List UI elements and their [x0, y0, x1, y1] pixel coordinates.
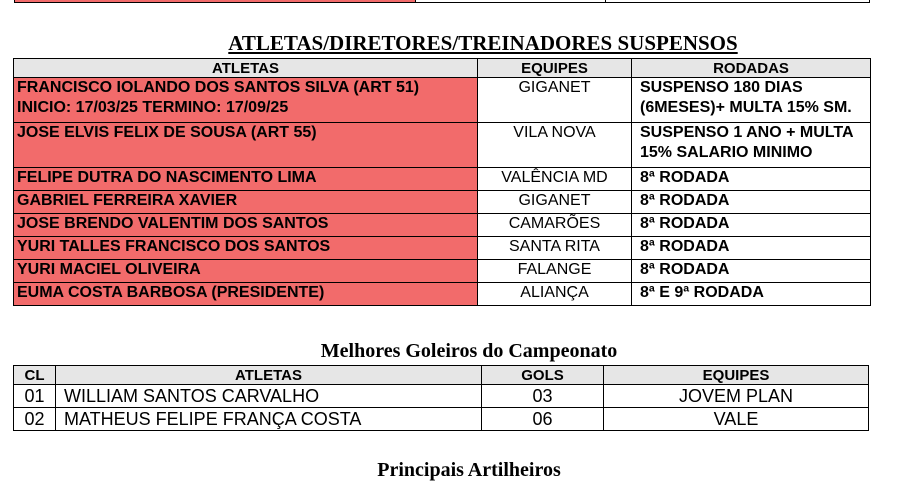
- gols-cell: 06: [482, 408, 604, 431]
- rodada-cell: 8ª RODADA: [632, 214, 871, 237]
- previous-red-cell: [14, 0, 416, 3]
- suspensos-table: [13, 58, 871, 306]
- goleiros-title: Melhores Goleiros do Campeonato: [320, 340, 618, 362]
- rodada-cell: SUSPENSO 1 ANO + MULTA 15% SALARIO MINIMO: [632, 123, 871, 168]
- atleta-cell: JOSE ELVIS FELIX DE SOUSA (ART 55): [14, 123, 478, 168]
- equipe-cell: JOVEM PLAN: [604, 385, 869, 408]
- equipe-cell: VALE: [604, 408, 869, 431]
- table-row: [14, 123, 871, 168]
- header-atletas: ATLETAS: [14, 59, 478, 78]
- table-row: [14, 283, 871, 306]
- table-row: [14, 237, 871, 260]
- atleta-cell: FELIPE DUTRA DO NASCIMENTO LIMA: [14, 168, 478, 191]
- equipe-cell: FALANGE: [478, 260, 632, 283]
- rodada-cell: SUSPENSO 180 DIAS (6MESES)+ MULTA 15% SM.: [632, 78, 871, 123]
- table-row: [14, 214, 871, 237]
- atleta-cell: GABRIEL FERREIRA XAVIER: [14, 191, 478, 214]
- table-header-row: [14, 366, 869, 385]
- header-equipes: EQUIPES: [478, 59, 632, 78]
- table-row: [14, 408, 869, 431]
- goleiros-table: [13, 365, 869, 431]
- equipe-cell: SANTA RITA: [478, 237, 632, 260]
- header-equipes: EQUIPES: [604, 366, 869, 385]
- header-gols: GOLS: [482, 366, 604, 385]
- suspensos-title: ATLETAS/DIRETORES/TREINADORES SUSPENSOS: [228, 31, 738, 55]
- rodada-cell: 8ª RODADA: [632, 168, 871, 191]
- previous-cell: [606, 0, 870, 3]
- atleta-cell: EUMA COSTA BARBOSA (PRESIDENTE): [14, 283, 478, 306]
- previous-cell: [416, 0, 606, 3]
- rodada-cell: 8ª RODADA: [632, 191, 871, 214]
- header-atletas: ATLETAS: [56, 366, 482, 385]
- header-rodadas: RODADAS: [632, 59, 871, 78]
- equipe-cell: VILA NOVA: [478, 123, 632, 168]
- atleta-cell: FRANCISCO IOLANDO DOS SANTOS SILVA (ART 51) INICIO: 17/03/25 TERMINO: 17/09/25: [14, 78, 478, 123]
- gols-cell: 03: [482, 385, 604, 408]
- table-row: [14, 260, 871, 283]
- table-row: [14, 191, 871, 214]
- equipe-cell: GIGANET: [478, 191, 632, 214]
- atleta-cell: YURI MACIEL OLIVEIRA: [14, 260, 478, 283]
- equipe-cell: GIGANET: [478, 78, 632, 123]
- cl-cell: 02: [14, 408, 56, 431]
- rodada-cell: 8ª RODADA: [632, 260, 871, 283]
- table-row: [14, 168, 871, 191]
- cl-cell: 01: [14, 385, 56, 408]
- equipe-cell: VALÊNCIA MD: [478, 168, 632, 191]
- equipe-cell: ALIANÇA: [478, 283, 632, 306]
- equipe-cell: CAMARÕES: [478, 214, 632, 237]
- atleta-cell: YURI TALLES FRANCISCO DOS SANTOS: [14, 237, 478, 260]
- previous-table-bottom: [14, 0, 870, 3]
- rodada-cell: 8ª E 9ª RODADA: [632, 283, 871, 306]
- table-row: [14, 385, 869, 408]
- atleta-cell: MATHEUS FELIPE FRANÇA COSTA: [56, 408, 482, 431]
- atleta-cell: JOSE BRENDO VALENTIM DOS SANTOS: [14, 214, 478, 237]
- table-header-row: [14, 59, 871, 78]
- table-row: [14, 78, 871, 123]
- atleta-cell: WILLIAM SANTOS CARVALHO: [56, 385, 482, 408]
- artilheiros-title: Principais Artilheiros: [377, 459, 561, 481]
- header-cl: CL: [14, 366, 56, 385]
- rodada-cell: 8ª RODADA: [632, 237, 871, 260]
